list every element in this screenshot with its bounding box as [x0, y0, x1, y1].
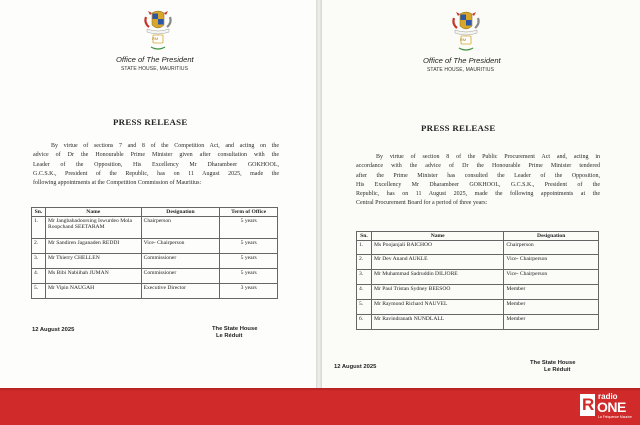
table-row [32, 254, 278, 269]
coat-of-arms-icon [449, 8, 483, 52]
brand-banner [0, 388, 640, 425]
designation: Chairperson [504, 241, 599, 255]
signature-line: Le Réduit [544, 367, 571, 374]
table-header-row [357, 232, 599, 241]
appointee-name: Mr Ravindranath NUNDLALL [371, 315, 503, 330]
body-line: following appointments at the Competition Commission of Mauritius: [33, 180, 202, 187]
release-body [356, 153, 600, 209]
body-line: after the Prime Minister has consulted the Leader of the Opposition, [356, 172, 600, 179]
logo-one-text: ONE [597, 399, 626, 415]
term-of-office: 3 years [220, 284, 278, 299]
appointments-table [356, 231, 599, 330]
designation: Vice- Chairperson [504, 255, 599, 270]
body-line: G.C.S.K., President of the Republic, has on 11 August 2025, made the [33, 170, 279, 177]
appointee-name: Ms Poojanjali BAICHOO [371, 241, 503, 255]
appointee-name: Mr Vipin NAUGAH [45, 284, 141, 299]
row-number: 4. [32, 269, 46, 284]
designation: Commissioner [141, 269, 220, 284]
column-header: Designation [504, 232, 599, 241]
release-body [33, 142, 279, 188]
body-line: By virtue of sections 7 and 8 of the Competition Act, and acting on the [51, 143, 279, 149]
state-house-subheading: STATE HOUSE, MAURITIUS [427, 67, 495, 73]
designation: Executive Director [141, 284, 220, 299]
body-line: Republic, has on 11 August 2025, made the following appointments at the [356, 191, 600, 198]
logo-mark [580, 394, 595, 416]
row-number: 5. [357, 300, 372, 315]
term-of-office: 5 years [220, 217, 278, 239]
appointee-name: Mr Raymond Richard NAUVEL [371, 300, 503, 315]
office-heading: Office of The President [423, 56, 501, 65]
designation: Commissioner [141, 254, 220, 269]
designation: Member [504, 300, 599, 315]
table-row [357, 255, 599, 270]
body-line: Central Procurement Board for a period of three years: [356, 200, 488, 207]
row-number: 2. [32, 239, 46, 254]
appointee-name: Mr Muhammad Sadruddin DILJORE [371, 270, 503, 285]
table-row [32, 284, 278, 299]
table-header-row [32, 208, 278, 217]
page-title: PRESS RELEASE [421, 123, 496, 133]
designation: Vice- Chairperson [141, 239, 220, 254]
row-number: 3. [32, 254, 46, 269]
body-line: accordance with the advice of Dr the Honourable Prime Minister tendered [356, 163, 600, 170]
table-row [357, 241, 599, 255]
column-header: Name [371, 232, 503, 241]
signature-line: The State House [530, 360, 576, 366]
release-date: 12 August 2025 [32, 327, 75, 333]
table-row [32, 217, 278, 239]
body-line: By virtue of section 8 of the Public Procurement Act and, acting in [376, 154, 600, 160]
table-row [32, 239, 278, 254]
row-number: 5. [32, 284, 46, 299]
page-title: PRESS RELEASE [113, 117, 188, 127]
state-house-subheading: STATE HOUSE, MAURITIUS [121, 66, 189, 72]
crest-initials: RM [152, 36, 159, 41]
appointee-name: Mr Sandiren Jaganaden REDDI [45, 239, 141, 254]
radio-one-logo [580, 391, 634, 421]
office-heading: Office of The President [116, 55, 194, 64]
appointments-table [31, 207, 278, 299]
row-number: 1. [32, 217, 46, 239]
logo-mark-letter: R [582, 395, 595, 414]
designation: Member [504, 285, 599, 300]
table-row [357, 270, 599, 285]
logo-tagline: La Fréquence Maurice [598, 415, 632, 419]
designation: Vice- Chairperson [504, 270, 599, 285]
signature-block [530, 360, 575, 375]
body-line: Leader of the Opposition, His Excellency Mr Dharambeer GOKHOOL, [33, 161, 279, 168]
logo-radio-text: radio [598, 392, 618, 401]
appointee-name: Mr Paul Tristan Sydney BEESOO [371, 285, 503, 300]
column-header: Name [45, 208, 141, 217]
term-of-office: 5 years [220, 254, 278, 269]
row-number: 2. [357, 255, 372, 270]
body-line: His Excellency Mr Dharambeer GOKHOOL, G.C.S.K., President of the [356, 181, 600, 188]
crest-initials: RM [460, 37, 467, 42]
term-of-office: 5 years [220, 269, 278, 284]
release-date: 12 August 2025 [334, 364, 377, 370]
signature-line: Le Réduit [216, 333, 243, 340]
column-header: Sn. [357, 232, 372, 241]
body-line: advice of Dr the Honourable Prime Minister given after consultation with the [33, 152, 279, 159]
term-of-office: 5 years [220, 239, 278, 254]
row-number: 4. [357, 285, 372, 300]
designation: Member [504, 315, 599, 330]
designation: Chairperson [141, 217, 220, 239]
press-release-right-page [322, 0, 640, 388]
signature-block [212, 326, 257, 341]
appointee-name: Mr Jangbahadoorsing Iswurdeo Mola Roopchand SEETARAM [45, 217, 141, 239]
table-row [32, 269, 278, 284]
table-row [357, 315, 599, 330]
appointee-name: Mr Thierry CHELLEN [45, 254, 141, 269]
coat-of-arms-icon [141, 7, 175, 51]
press-release-left-page [0, 0, 316, 388]
table-row [357, 300, 599, 315]
appointee-name: Mr Dev Anand AUKLE [371, 255, 503, 270]
banner-shadow [0, 388, 640, 391]
row-number: 3. [357, 270, 372, 285]
signature-line: The State House [212, 326, 258, 332]
row-number: 1. [357, 241, 372, 255]
row-number: 6. [357, 315, 372, 330]
column-header: Term of Office [220, 208, 278, 217]
table-row [357, 285, 599, 300]
column-header: Sn. [32, 208, 46, 217]
appointee-name: Ms Bibi Nabiihah JUMAN [45, 269, 141, 284]
column-header: Designation [141, 208, 220, 217]
